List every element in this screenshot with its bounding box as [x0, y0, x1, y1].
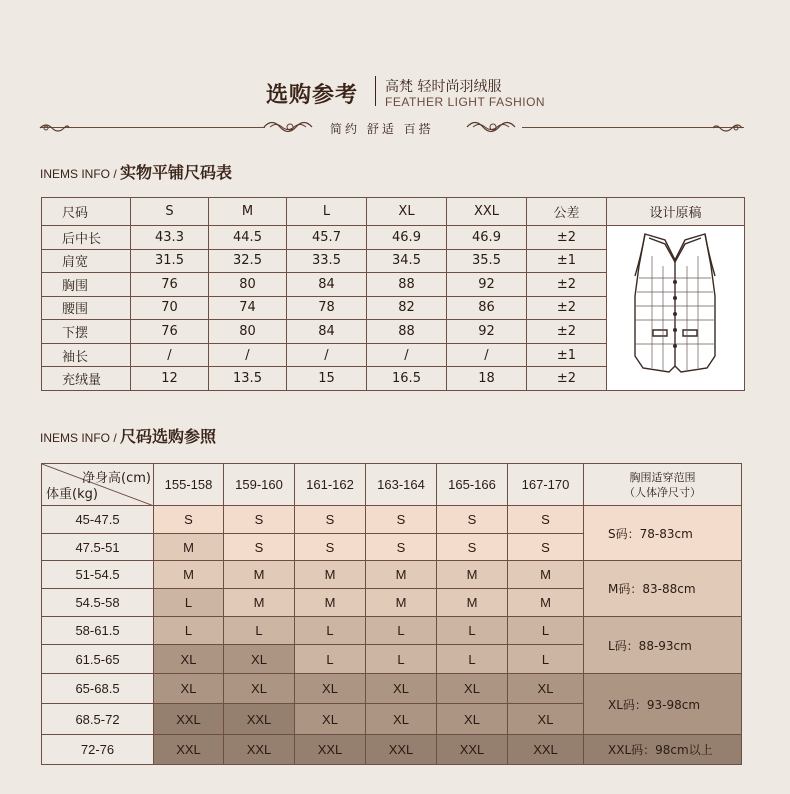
table-row [42, 735, 742, 765]
weight-header: 体重(kg) [46, 487, 98, 502]
range-cell: S码：78-83cm [584, 506, 742, 561]
cell: / [447, 343, 527, 367]
cell: 92 [447, 273, 527, 297]
flourish-right-end-icon [712, 121, 744, 135]
tolerance-cell: ±1 [527, 249, 607, 273]
cell: 88 [367, 273, 447, 297]
size-cell: XL [154, 645, 224, 674]
page-title: 选购参考 [266, 83, 359, 108]
header-cell: S [131, 198, 209, 226]
row-label: 肩宽 [42, 249, 131, 273]
row-label: 胸围 [42, 273, 131, 297]
height-col-header: 165-166 [437, 464, 508, 506]
size-cell: L [295, 645, 366, 674]
size-cell: XL [295, 704, 366, 735]
weight-cell: 45-47.5 [42, 506, 154, 534]
size-cell: M [366, 589, 437, 617]
size-cell: S [366, 506, 437, 534]
size-cell: S [295, 506, 366, 534]
header-cell: 公差 [527, 198, 607, 226]
cell: 31.5 [131, 249, 209, 273]
range-header-line2: （人体净尺寸） [624, 485, 701, 499]
size-cell: XXL [154, 704, 224, 735]
height-col-header: 167-170 [508, 464, 584, 506]
height-col-header: 159-160 [224, 464, 295, 506]
size-cell: M [508, 561, 584, 589]
ornament-line-right [522, 127, 744, 128]
cell: 80 [209, 320, 287, 344]
range-cell: L码：88-93cm [584, 617, 742, 674]
table-row [42, 617, 742, 645]
size-cell: XXL [508, 735, 584, 765]
size-cell: M [224, 561, 295, 589]
size-cell: XXL [154, 735, 224, 765]
size-cell: L [437, 617, 508, 645]
weight-cell: 51-54.5 [42, 561, 154, 589]
size-cell: XL [295, 674, 366, 704]
size-cell: S [366, 534, 437, 561]
size-cell: XL [224, 645, 295, 674]
size-guide-body [42, 506, 742, 765]
size-cell: M [295, 561, 366, 589]
tolerance-cell: ±2 [527, 320, 607, 344]
row-label: 袖长 [42, 343, 131, 367]
cell: 76 [131, 273, 209, 297]
row-label: 腰围 [42, 296, 131, 320]
weight-cell: 72-76 [42, 735, 154, 765]
cell: 13.5 [209, 367, 287, 391]
size-cell: S [437, 506, 508, 534]
cell: / [367, 343, 447, 367]
range-header-line1: 胸围适穿范围 [629, 470, 696, 484]
cell: 76 [131, 320, 209, 344]
size-guide-header-row [42, 464, 742, 506]
size-chart-header-row [42, 198, 745, 226]
cell: 44.5 [209, 226, 287, 250]
range-header [584, 464, 742, 506]
size-cell: S [224, 534, 295, 561]
height-col-header: 161-162 [295, 464, 366, 506]
size-cell: M [437, 589, 508, 617]
size-cell: M [508, 589, 584, 617]
cell: 80 [209, 273, 287, 297]
weight-cell: 68.5-72 [42, 704, 154, 735]
cell: / [131, 343, 209, 367]
flourish-left-end-icon [38, 121, 70, 135]
weight-cell: 65-68.5 [42, 674, 154, 704]
size-cell: XXL [366, 735, 437, 765]
cell: 16.5 [367, 367, 447, 391]
size-cell: L [508, 645, 584, 674]
table-row [42, 561, 742, 589]
cell: 33.5 [287, 249, 367, 273]
section-prefix: INEMS INFO / [40, 167, 121, 181]
tolerance-cell: ±2 [527, 273, 607, 297]
size-cell: L [154, 617, 224, 645]
weight-cell: 47.5-51 [42, 534, 154, 561]
size-cell: XL [508, 704, 584, 735]
range-cell: M码：83-88cm [584, 561, 742, 617]
row-label: 后中长 [42, 226, 131, 250]
height-col-header: 163-164 [366, 464, 437, 506]
cell: 74 [209, 296, 287, 320]
cell: 84 [287, 273, 367, 297]
range-cell: XXL码：98cm以上 [584, 735, 742, 765]
size-cell: XXL [224, 704, 295, 735]
size-cell: L [437, 645, 508, 674]
tolerance-cell: ±2 [527, 226, 607, 250]
cell: 92 [447, 320, 527, 344]
cell: 84 [287, 320, 367, 344]
section-label-size-chart [40, 160, 232, 183]
page-header [0, 70, 790, 115]
corner-cell [42, 464, 154, 506]
size-cell: M [366, 561, 437, 589]
brand-subtitle: 高梵 轻时尚羽绒服 [385, 79, 502, 95]
flourish-right-icon [465, 118, 521, 136]
size-cell: XL [366, 704, 437, 735]
cell: / [287, 343, 367, 367]
cell: 32.5 [209, 249, 287, 273]
cell: 43.3 [131, 226, 209, 250]
weight-cell: 54.5-58 [42, 589, 154, 617]
cell: 78 [287, 296, 367, 320]
vest-sketch-icon [607, 226, 744, 386]
weight-cell: 61.5-65 [42, 645, 154, 674]
size-cell: L [366, 617, 437, 645]
cell: 18 [447, 367, 527, 391]
cell: 35.5 [447, 249, 527, 273]
header-cell: M [209, 198, 287, 226]
size-cell: S [154, 506, 224, 534]
cell: 46.9 [367, 226, 447, 250]
weight-cell: 58-61.5 [42, 617, 154, 645]
row-label: 充绒量 [42, 367, 131, 391]
design-sketch-cell [607, 226, 745, 391]
cell: 12 [131, 367, 209, 391]
tolerance-cell: ±2 [527, 367, 607, 391]
tolerance-cell: ±2 [527, 296, 607, 320]
range-cell: XL码：93-98cm [584, 674, 742, 735]
size-cell: S [508, 506, 584, 534]
cell: / [209, 343, 287, 367]
size-cell: L [366, 645, 437, 674]
section-title: 实物平铺尺码表 [120, 163, 233, 182]
tolerance-cell: ±1 [527, 343, 607, 367]
table-row [42, 226, 745, 250]
header-cell: 设计原稿 [607, 198, 745, 226]
size-cell: S [437, 534, 508, 561]
size-cell: L [154, 589, 224, 617]
row-label: 下摆 [42, 320, 131, 344]
cell: 34.5 [367, 249, 447, 273]
size-cell: XL [437, 704, 508, 735]
size-cell: L [508, 617, 584, 645]
header-cell: 尺码 [42, 198, 131, 226]
brand-tagline: FEATHER LIGHT FASHION [385, 95, 546, 109]
section-label-size-guide [40, 424, 216, 447]
header-cell: XL [367, 198, 447, 226]
height-col-header: 155-158 [154, 464, 224, 506]
ornament-line-left [40, 127, 265, 128]
header-cell: XXL [447, 198, 527, 226]
size-cell: XXL [295, 735, 366, 765]
cell: 86 [447, 296, 527, 320]
header-cell: L [287, 198, 367, 226]
size-cell: M [224, 589, 295, 617]
size-cell: S [508, 534, 584, 561]
size-cell: XL [437, 674, 508, 704]
size-cell: XXL [224, 735, 295, 765]
size-chart-table [41, 197, 745, 391]
size-cell: M [437, 561, 508, 589]
motto-text: 简约 舒适 百搭 [330, 122, 434, 136]
size-cell: XL [224, 674, 295, 704]
cell: 46.9 [447, 226, 527, 250]
size-cell: M [295, 589, 366, 617]
size-cell: M [154, 561, 224, 589]
cell: 70 [131, 296, 209, 320]
cell: 82 [367, 296, 447, 320]
height-header: 净身高(cm) [82, 471, 151, 486]
table-row [42, 506, 742, 534]
size-cell: XXL [437, 735, 508, 765]
table-row [42, 674, 742, 704]
section-prefix: INEMS INFO / [40, 431, 121, 445]
cell: 45.7 [287, 226, 367, 250]
size-cell: L [224, 617, 295, 645]
cell: 88 [367, 320, 447, 344]
size-cell: XL [508, 674, 584, 704]
size-cell: M [154, 534, 224, 561]
size-cell: XL [154, 674, 224, 704]
size-cell: L [295, 617, 366, 645]
cell: 15 [287, 367, 367, 391]
section-title: 尺码选购参照 [120, 427, 217, 446]
size-cell: S [224, 506, 295, 534]
size-cell: S [295, 534, 366, 561]
size-guide-table [41, 463, 742, 765]
ornament-divider [0, 118, 790, 138]
flourish-left-icon [262, 118, 318, 136]
header-divider [375, 76, 376, 106]
size-cell: XL [366, 674, 437, 704]
